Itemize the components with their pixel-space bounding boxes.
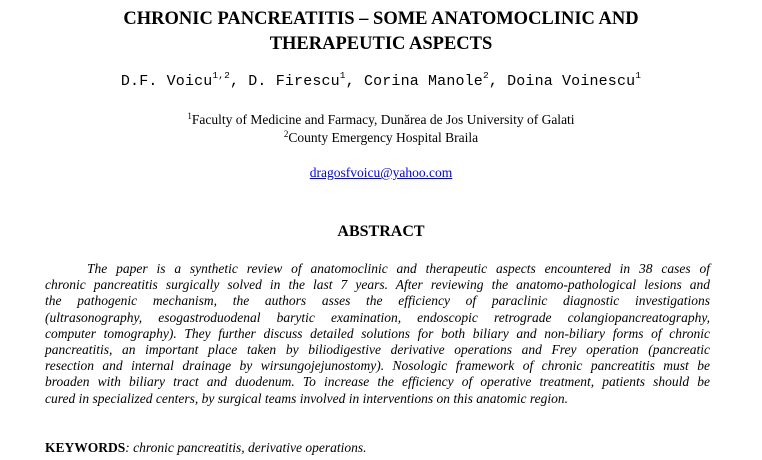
author-affiliation-mark: 2 xyxy=(482,70,489,81)
affiliation-text: County Emergency Hospital Braila xyxy=(288,130,479,145)
abstract-line: (ultrasonography, esogastroduodenal barytic examination, endoscopic retrograde colangiopancreatography, xyxy=(45,309,710,325)
abstract-heading: ABSTRACT xyxy=(337,223,425,240)
abstract-body xyxy=(45,261,710,407)
author-name: Doina Voinescu xyxy=(507,73,636,90)
contact-email xyxy=(40,164,722,182)
author-separator: , xyxy=(345,73,364,90)
affiliation-mark: 2 xyxy=(283,129,289,139)
affiliation-mark: 1 xyxy=(187,111,192,121)
abstract-line: The paper is a synthetic review of anatomoclinic and therapeutic aspects encountered in 38 cases of xyxy=(87,261,710,276)
author-separator: , xyxy=(488,73,508,90)
keywords-label: KEYWORDS xyxy=(45,440,126,455)
abstract-line: pancreatitis, an important place taken by biliodigestive derivative operations and Frey operation (pancreatic xyxy=(45,342,710,358)
author-name: D.F. Voicu xyxy=(120,73,213,90)
abstract-line: chronic pancreatitis surgically solved in the last 7 years. After reviewing the anatomo-pathological lesions and xyxy=(45,277,710,293)
abstract-line: the pathogenic mechanism, the authors asses the efficiency of paraclinic diagnostic investigations xyxy=(45,293,710,309)
title-line: THERAPEUTIC ASPECTS xyxy=(269,34,493,54)
paper-title xyxy=(40,7,722,57)
affiliation-text: Faculty of Medicine and Farmacy, Dunărea de Jos University of Galati xyxy=(191,112,575,127)
author-name: Corina Manole xyxy=(363,73,483,90)
affiliation xyxy=(40,111,722,129)
affiliation xyxy=(40,129,722,147)
keywords-text: : chronic pancreatitis, derivative operations. xyxy=(125,440,367,455)
title-line: CHRONIC PANCREATITIS – SOME ANATOMOCLINIC AND xyxy=(123,9,639,29)
email-link[interactable]: dragosfvoicu@yahoo.com xyxy=(309,165,453,180)
author-affiliation-mark: 1 xyxy=(339,70,346,81)
abstract-line: broaden with biliary tract and duodenum. To increase the efficiency of operative treatment, patients should be xyxy=(45,374,710,390)
abstract-line: resection and internal drainage by wirsungojejunostomy). Nosologic framework of chronic pancreatitis must be xyxy=(45,358,710,374)
author-affiliation-mark: 1,2 xyxy=(212,70,230,81)
abstract-line: cured in specialized centers, by surgical teams involved in interventions on this anatomic region. xyxy=(45,390,569,406)
abstract-line: computer tomography). They further discuss detailed solutions for both biliary and non-biliary forms of chronic xyxy=(45,325,710,341)
keywords xyxy=(45,439,725,457)
author-separator: , xyxy=(229,73,249,90)
author-name: D. Firescu xyxy=(248,73,340,90)
author-affiliation-mark: 1 xyxy=(635,70,642,81)
author-list xyxy=(20,71,742,93)
